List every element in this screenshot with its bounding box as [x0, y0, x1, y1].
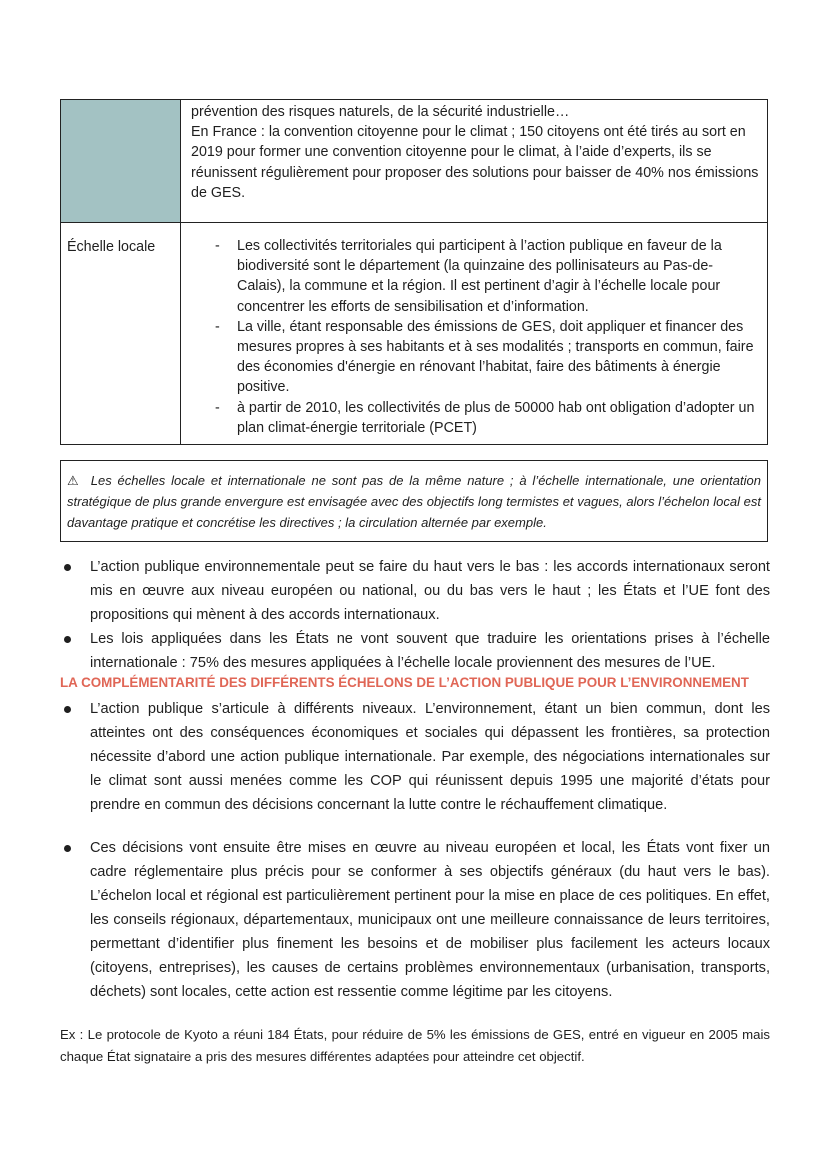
- list-item-text: à partir de 2010, les collectivités de plus de 50000 hab ont obligation d’adopter un plan climat-énergie territoriale (PCET): [237, 399, 755, 436]
- bullet-text: L’action publique environnementale peut se faire du haut vers le bas : les accords internationaux seront mis en œuvre aux niveau européen ou national, ou du bas vers le haut ; les États et l’UE font des propositions qui mènent à des accords internationaux.: [90, 559, 770, 623]
- example-paragraph: Ex : Le protocole de Kyoto a réuni 184 États, pour réduire de 5% les émissions de GES, entré en vigueur en 2005 mais chaque État signataire a pris des mesures différentes adaptées pour atteindre cet objectif.: [60, 1027, 770, 1064]
- bullet-text: Ces décisions vont ensuite être mises en œuvre au niveau européen et local, les États vont fixer un cadre réglementaire plus précis pour se conformer à ses objectifs généraux (du haut vers le bas). L’échelon local et régional est particulièrement pertinent pour la mise en place de ces politiques. En effet, les conseils régionaux, départementaux, municipaux ont une meilleure connaissance de leurs territoires, permettant d’identifier plus finement les besoins et de mobiliser plus facilement les acteurs locaux (citoyens, entreprises), les causes de certains problèmes environnementaux (urbanisation, transports, déchets) sont locales, cette action est ressentie comme légitime par les citoyens.: [90, 840, 770, 1000]
- bullet-text: Les lois appliquées dans les États ne vont souvent que traduire les orientations prises à l’échelle internationale : 75% des mesures appliquées à l’échelle locale proviennent des mesures de l’UE.: [90, 631, 770, 671]
- bullet-dot-icon: [64, 706, 71, 713]
- list-item: [191, 398, 761, 438]
- warning-icon: ⚠: [67, 473, 81, 488]
- row-content-cell: [181, 223, 768, 445]
- bullet-text: L’action publique s’articule à différents niveaux. L’environnement, étant un bien commun, dont les atteintes ont des conséquences économiques et sociales qui dépassent les frontières, sa protection nécessite d’abord une action publique internationale. Par exemple, des négociations internationales sur le climat sont aussi menées comme les COP qui réunissent depuis 1995 une majorité d’états pour prendre en commun des décisions concernant la lutte contre le réchauffement climatique.: [90, 701, 770, 813]
- bullet-item: [90, 697, 770, 817]
- dash-marker: -: [215, 399, 220, 416]
- bullet-item: [90, 555, 770, 627]
- dash-marker: -: [215, 318, 220, 335]
- warning-text: Les échelles locale et internationale ne sont pas de la même nature ; à l’échelle internationale, une orientation stratégique de plus grande envergure est envisagée avec des objectifs long termistes et vagues, alors l’échelon local est davantage pratique et concrétise les directives ; la circulation alternée par exemple.: [67, 473, 761, 530]
- bullet-dot-icon: [64, 564, 71, 571]
- section-heading: LA COMPLÉMENTARITÉ DES DIFFÉRENTS ÉCHELONS DE L’ACTION PUBLIQUE POUR L’ENVIRONNEMENT: [60, 675, 749, 690]
- table-row: [61, 223, 768, 445]
- row-label-cell: Échelle locale: [61, 223, 181, 445]
- bullet-dot-icon: [64, 845, 71, 852]
- list-item-text: Les collectivités territoriales qui participent à l’action publique en faveur de la biodiversité sont le département (la quinzaine des pollinisateurs au Pas-de-Calais), la commune et la région. Il est pertinent d’agir à l’échelle locale pour concentrer les efforts de sensibilisation et d’information.: [237, 238, 722, 315]
- bullet-item: [90, 836, 770, 1004]
- row-label-cell: [61, 100, 181, 223]
- bullet-item: [90, 627, 770, 675]
- cell-text-paragraph: En France : la convention citoyenne pour le climat ; 150 citoyens ont été tirés au sort en 2019 pour former une convention citoyenne pour le climat, à l’aide d’experts, ils se réunissent régulièrement pour proposer des solutions pour baisser de 40% nos émissions de GES.: [191, 124, 759, 201]
- dash-list: [191, 236, 761, 438]
- list-item: [191, 236, 761, 317]
- list-item: [191, 317, 761, 398]
- list-item-text: La ville, étant responsable des émissions de GES, doit appliquer et financer des mesures propres à ses habitants et à ses modalités ; transports en commun, faire des économies d'énergie en rénovant l’habitat, faire des bâtiments à énergie positive.: [237, 318, 754, 396]
- bullet-dot-icon: [64, 636, 71, 643]
- warning-note-box: [60, 460, 768, 542]
- scales-table: [60, 99, 768, 445]
- dash-marker: -: [215, 238, 220, 254]
- cell-text-line: prévention des risques naturels, de la sécurité industrielle…: [191, 104, 570, 120]
- table-row: [61, 100, 768, 223]
- row-content-cell: [181, 100, 768, 223]
